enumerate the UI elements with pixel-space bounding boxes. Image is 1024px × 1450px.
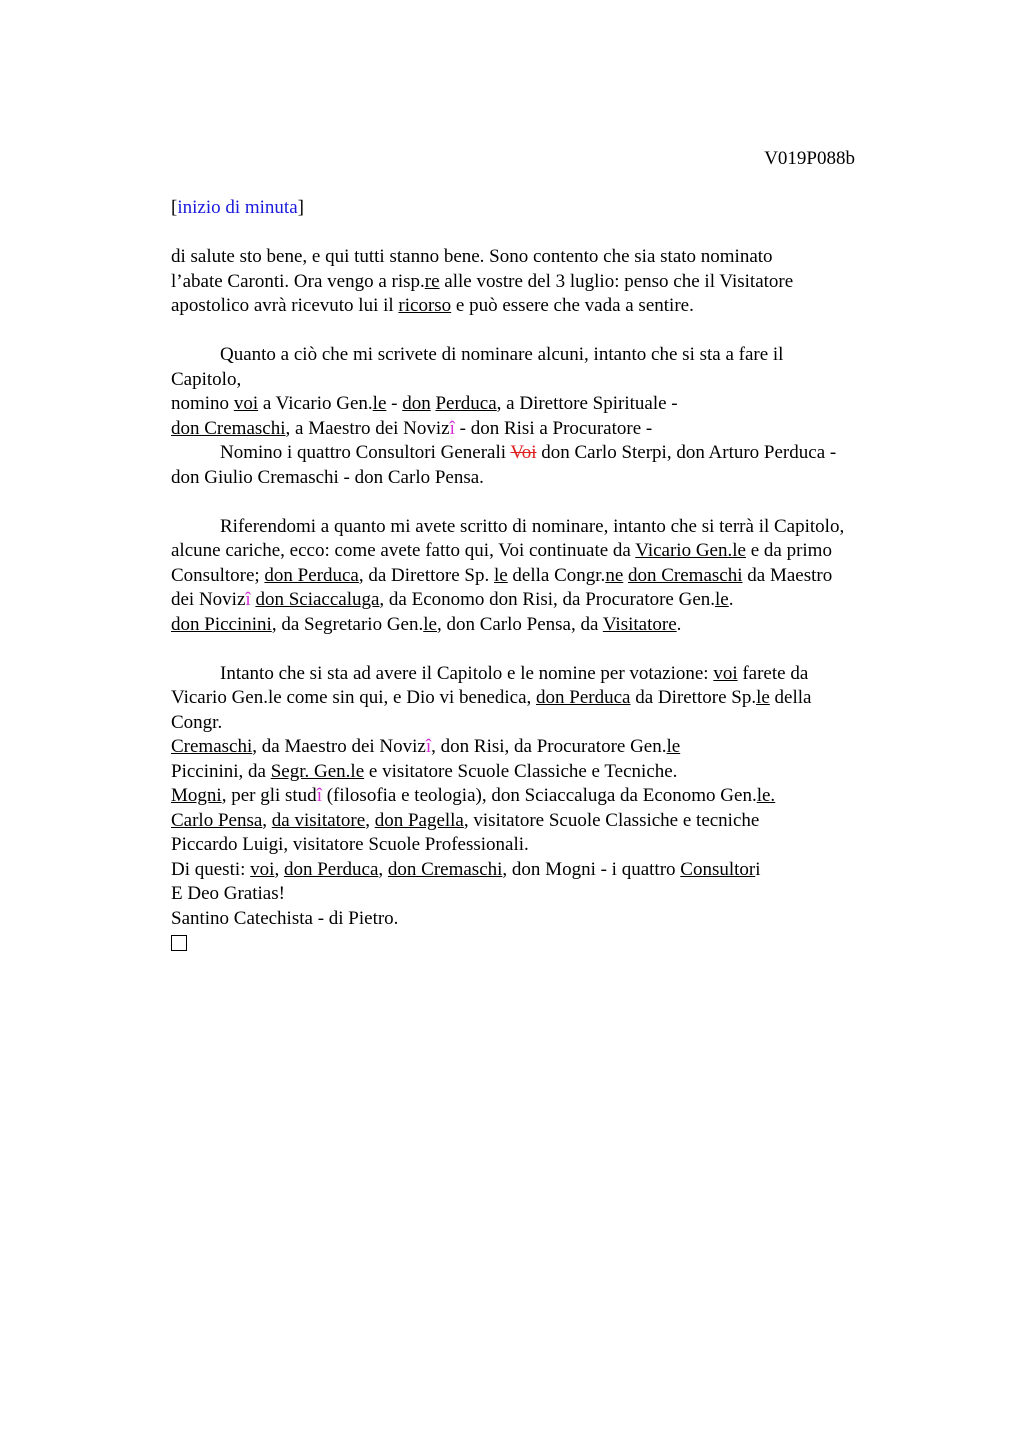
editor-note: [inizio di minuta] <box>171 197 304 218</box>
text-line: Vicario Gen.le come sin qui, e Dio vi benedica, don Perduca da Direttore Sp.le della <box>171 687 812 708</box>
diacritic-mark: î <box>316 785 322 806</box>
letter-body <box>171 196 911 959</box>
text-line: Cremaschi, da Maestro dei Novizî, don Risi, da Procuratore Gen.le <box>171 736 681 757</box>
text-line: Riferendomi a quanto mi avete scritto di nominare, intanto che si terrà il Capitolo, <box>220 515 845 537</box>
diacritic-mark: î <box>425 736 432 757</box>
text-line: don Piccinini, da Segretario Gen.le, don Carlo Pensa, da Visitatore. <box>171 613 682 635</box>
paragraph-1 <box>171 245 911 319</box>
text-line: di salute sto bene, e qui tutti stanno bene. Sono contento che sia stato nominato <box>171 246 773 267</box>
text-line: don Giulio Cremaschi - don Carlo Pensa. <box>171 466 484 488</box>
closing-line: E Deo Gratias! <box>171 883 285 904</box>
text-line: Carlo Pensa, da visitatore, don Pagella, visitatore Scuole Classiche e tecniche <box>171 809 760 831</box>
paragraph-4 <box>171 662 911 959</box>
paragraph-2 <box>171 343 911 490</box>
text-line: alcune cariche, ecco: come avete fatto qui, Voi continuate da Vicario Gen.le e da primo <box>171 540 832 561</box>
signature-line: Santino Catechista - di Pietro. <box>171 907 399 929</box>
text-line: nomino voi a Vicario Gen.le - don Perduca, a Direttore Spirituale - <box>171 393 678 414</box>
text-line: Capitolo, <box>171 368 242 390</box>
diacritic-mark: î <box>449 417 455 439</box>
text-line: l’abate Caronti. Ora vengo a risp.re alle vostre del 3 luglio: penso che il Visitatore <box>171 270 794 292</box>
text-line: Intanto che si sta ad avere il Capitolo e le nomine per votazione: voi farete da <box>220 662 809 684</box>
text-line: don Cremaschi, a Maestro dei Novizî - don Risi a Procuratore - <box>171 417 653 439</box>
text-line: Nomino i quattro Consultori Generali Voi don Carlo Sterpi, don Arturo Perduca - <box>220 442 837 463</box>
text-line: Piccardo Luigi, visitatore Scuole Professionali. <box>171 834 529 855</box>
end-marker-box <box>171 931 911 959</box>
text-line: apostolico avrà ricevuto lui il ricorso e può essere che vada a sentire. <box>171 295 694 316</box>
note-label: inizio di minuta <box>177 197 298 218</box>
document-id: V019P088b <box>764 148 855 169</box>
text-line: dei Novizî don Sciaccaluga, da Economo don Risi, da Procuratore Gen.le. <box>171 589 734 610</box>
diacritic-mark: î <box>245 589 251 610</box>
text-line: Mogni, per gli studî (filosofia e teologia), don Sciaccaluga da Economo Gen.le. <box>171 785 776 806</box>
square-icon <box>171 935 187 951</box>
text-line: Quanto a ciò che mi scrivete di nominare alcuni, intanto che si sta a fare il <box>220 344 784 365</box>
text-line: Consultore; don Perduca, da Direttore Sp. le della Congr.ne don Cremaschi da Maestro <box>171 564 833 586</box>
text-line: Di questi: voi, don Perduca, don Cremaschi, don Mogni - i quattro Consultori <box>171 858 761 880</box>
paragraph-3 <box>171 515 911 638</box>
text-line: Congr. <box>171 711 223 733</box>
deleted-word: Voi <box>510 442 537 463</box>
text-line: Piccinini, da Segr. Gen.le e visitatore Scuole Classiche e Tecniche. <box>171 760 678 782</box>
